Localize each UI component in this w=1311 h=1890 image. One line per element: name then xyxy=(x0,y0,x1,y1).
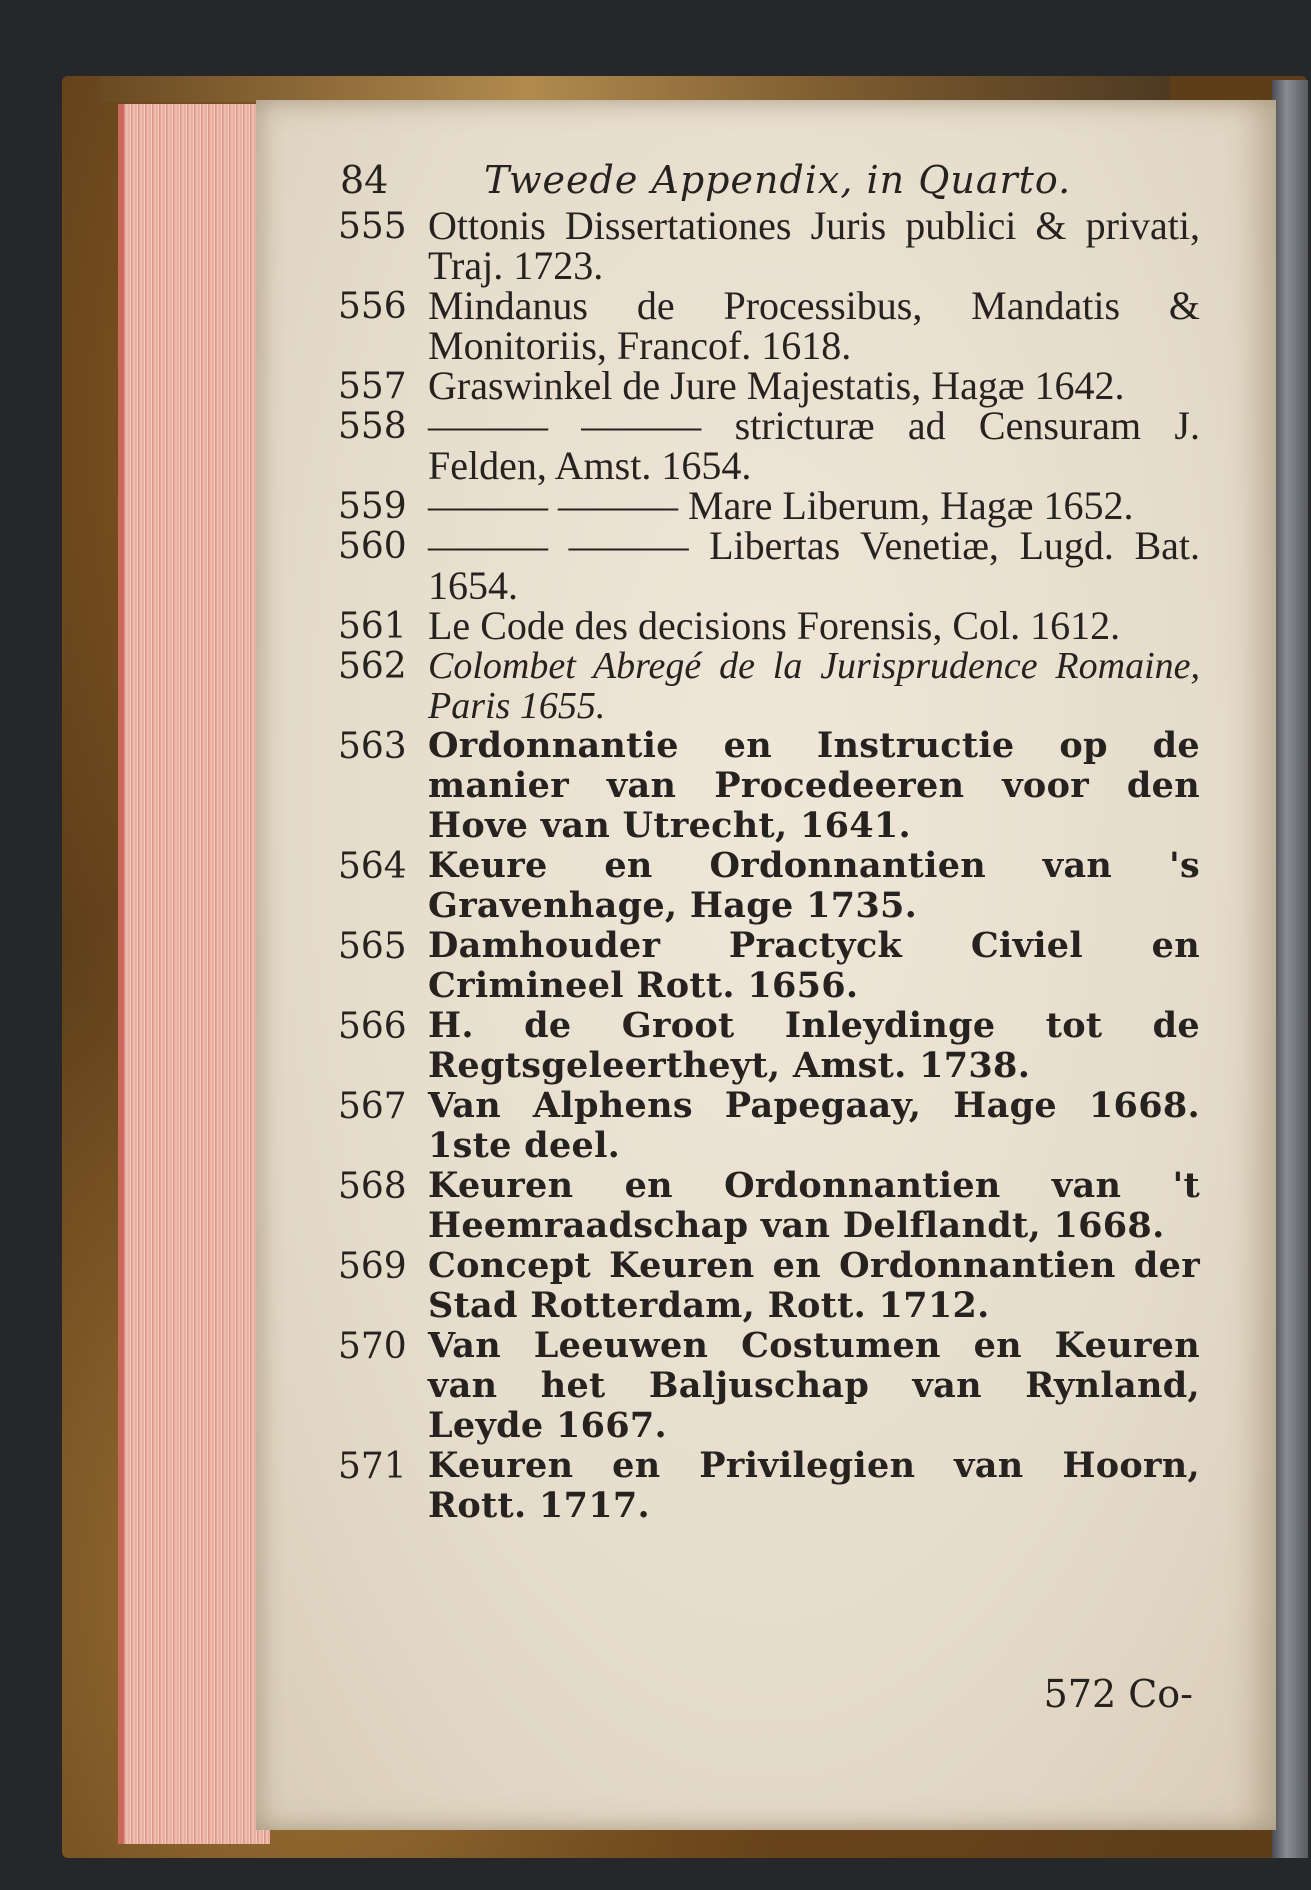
entry-text: Concept Keuren en Ordonnantien der Stad Rotterdam, Rott. 1712. xyxy=(428,1245,1200,1326)
page-text xyxy=(340,158,1200,1526)
page-number: 84 xyxy=(340,158,389,202)
catalog-entry xyxy=(340,1086,1200,1166)
catalog-entry xyxy=(338,363,1200,408)
entry-text: Le Code des decisions Forensis, Col. 1612. xyxy=(428,603,1121,648)
entry-text: Graswinkel de Jure Majestatis, Hagæ 1642. xyxy=(428,363,1125,408)
entry-number: 567 xyxy=(338,1086,407,1127)
entry-text: ——— ——— Mare Liberum, Hagæ 1652. xyxy=(428,483,1134,528)
catalog-entry xyxy=(340,1326,1200,1446)
entry-text: H. de Groot Inleydinge tot de Regtsgeleertheyt, Amst. 1738. xyxy=(428,1005,1200,1086)
book-spine-edge xyxy=(1272,80,1308,1858)
catalog-entry xyxy=(340,726,1200,846)
entry-number: 565 xyxy=(338,926,407,967)
catalog-entry xyxy=(338,283,1200,368)
catalog-entry xyxy=(340,1006,1200,1086)
entry-text: Van Alphens Papegaay, Hage 1668. 1ste deel. xyxy=(428,1085,1200,1166)
entry-text: Ordonnantie en Instructie op de manier van Procedeeren voor den Hove van Utrecht, 1641. xyxy=(428,725,1200,846)
page-edges xyxy=(118,104,270,1844)
entry-number: 564 xyxy=(338,846,407,887)
entry-text: Keuren en Ordonnantien van 't Heemraadschap van Delflandt, 1668. xyxy=(428,1165,1200,1246)
entry-number: 557 xyxy=(338,366,407,407)
entry-number: 571 xyxy=(338,1446,407,1487)
entry-number: 555 xyxy=(338,206,407,247)
entry-text: Mindanus de Processibus, Mandatis & Monitoriis, Francof. 1618. xyxy=(428,283,1200,368)
catalog-entry xyxy=(338,483,1200,528)
entry-number: 570 xyxy=(338,1326,407,1367)
entry-number: 559 xyxy=(338,486,407,527)
catalog-entry xyxy=(338,603,1200,648)
entry-number: 566 xyxy=(338,1006,407,1047)
book-cover-top-edge xyxy=(100,76,1170,102)
entry-number: 569 xyxy=(338,1246,407,1287)
entry-number: 560 xyxy=(338,526,407,567)
entry-number: 562 xyxy=(338,646,407,687)
entry-number: 556 xyxy=(338,286,407,327)
catchword: 572 Co- xyxy=(1043,1672,1193,1716)
entry-text: Ottonis Dissertationes Juris publici & privati, Traj. 1723. xyxy=(428,203,1200,288)
page-header xyxy=(340,158,1200,206)
catalog-entry xyxy=(338,523,1200,608)
entry-text: Keuren en Privilegien van Hoorn, Rott. 1717. xyxy=(428,1445,1200,1526)
entry-text: ——— ——— stricturæ ad Censuram J. Felden, Amst. 1654. xyxy=(428,403,1200,488)
running-title: Tweede Appendix, in Quarto. xyxy=(484,158,1072,202)
entry-number: 568 xyxy=(338,1166,407,1207)
catalog-entry xyxy=(340,926,1200,1006)
entry-text: Keure en Ordonnantien van 's Gravenhage, Hage 1735. xyxy=(428,845,1200,926)
catalog-entry xyxy=(340,646,1200,726)
entry-text: Colombet Abregé de la Jurisprudence Romaine, Paris 1655. xyxy=(428,645,1200,727)
catalog-entry xyxy=(340,1246,1200,1326)
catalog-entry xyxy=(340,846,1200,926)
entry-text: Damhouder Practyck Civiel en Crimineel Rott. 1656. xyxy=(428,925,1200,1006)
entry-number: 558 xyxy=(338,406,407,447)
catalog-entry xyxy=(340,1446,1200,1526)
entry-text: ——— ——— Libertas Venetiæ, Lugd. Bat. 1654. xyxy=(428,523,1200,608)
entry-text: Van Leeuwen Costumen en Keuren van het Baljuschap van Rynland, Leyde 1667. xyxy=(428,1325,1200,1446)
catalog-entry xyxy=(340,1166,1200,1246)
entry-number: 563 xyxy=(338,726,407,767)
entry-number: 561 xyxy=(338,606,407,647)
catalog-entry xyxy=(338,403,1200,488)
catalog-entry xyxy=(338,203,1200,288)
